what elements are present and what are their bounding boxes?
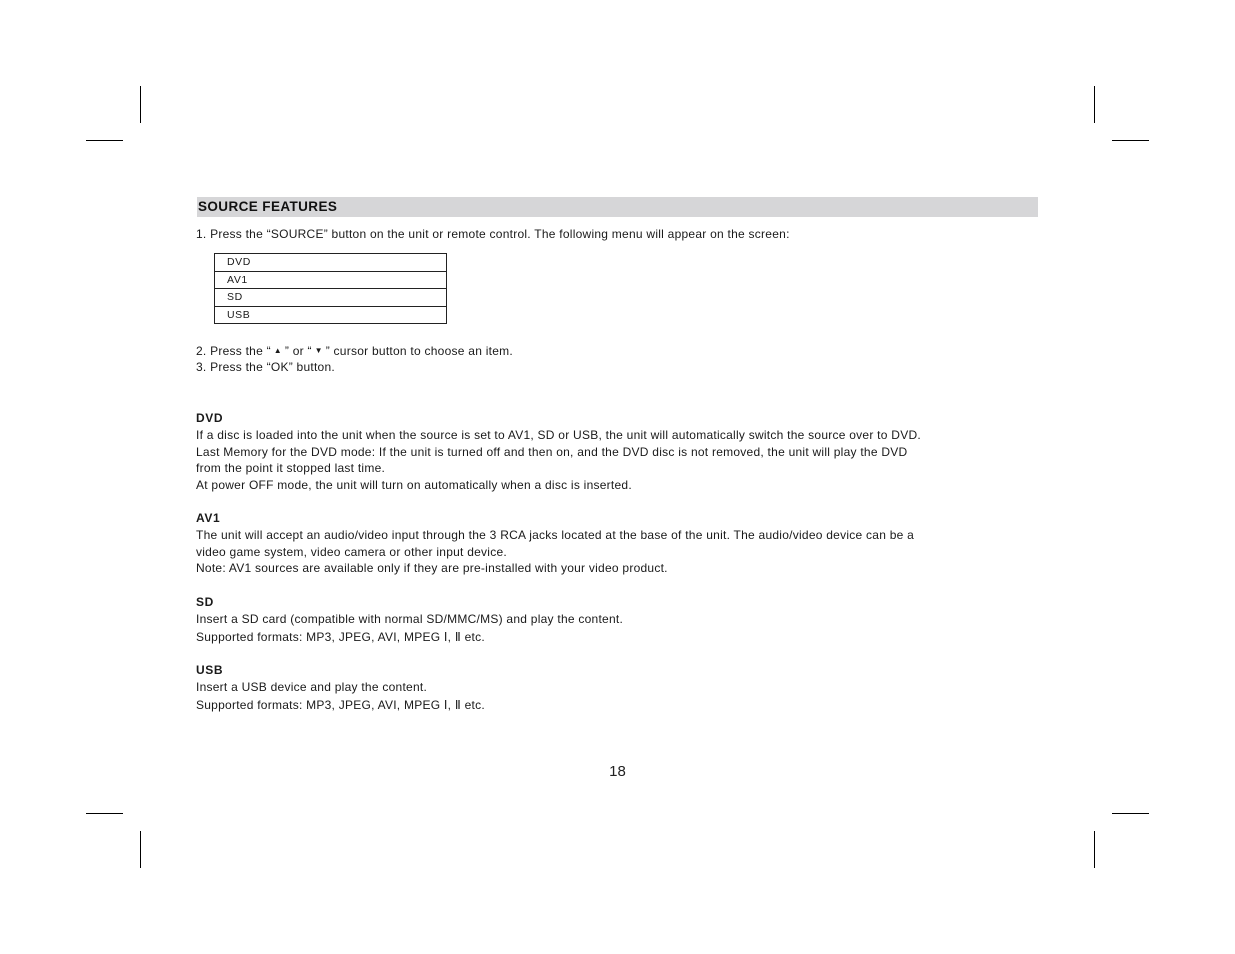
- dvd-section: [196, 410, 921, 494]
- dvd-title: DVD: [196, 411, 224, 425]
- av1-line: The unit will accept an audio/video input through the 3 RCA jacks located at the base of the unit. The audio/video device can be a: [196, 527, 915, 542]
- crop-mark: [1094, 86, 1095, 123]
- av1-line: Note: AV1 sources are available only if they are pre-installed with your video product.: [196, 561, 668, 576]
- crop-mark: [1094, 831, 1095, 868]
- step-2: [196, 344, 513, 358]
- menu-item-sd: SD: [215, 289, 446, 307]
- sd-title: SD: [196, 595, 214, 609]
- av1-title: AV1: [196, 511, 221, 525]
- av1-section: [196, 510, 914, 577]
- crop-mark: [140, 86, 141, 123]
- step-3: 3. Press the “OK” button.: [196, 360, 335, 374]
- av1-line: video game system, video camera or other input device.: [196, 544, 507, 559]
- sd-line: Insert a SD card (compatible with normal SD/MMC/MS) and play the content.: [196, 611, 624, 626]
- menu-item-av1: AV1: [215, 272, 446, 290]
- step-2-text-b: ” or “: [284, 344, 312, 358]
- section-header: [197, 197, 1038, 217]
- down-arrow-icon: ▼: [314, 346, 323, 355]
- crop-mark: [1112, 813, 1149, 814]
- sd-line: Supported formats: MP3, JPEG, AVI, MPEG Ⅰ, Ⅱ etc.: [196, 629, 485, 644]
- usb-section: [196, 662, 485, 713]
- step-2-text-c: ” cursor button to choose an item.: [325, 344, 513, 358]
- sd-section: [196, 594, 623, 645]
- source-menu: [214, 253, 447, 324]
- crop-mark: [1112, 140, 1149, 141]
- crop-mark: [140, 831, 141, 868]
- menu-item-dvd: DVD: [215, 254, 446, 272]
- step-1: 1. Press the “SOURCE” button on the unit or remote control. The following menu will appear on the screen:: [196, 227, 790, 241]
- crop-mark: [86, 140, 123, 141]
- usb-line: Insert a USB device and play the content.: [196, 679, 428, 694]
- dvd-line: Last Memory for the DVD mode: If the unit is turned off and then on, and the DVD disc is not removed, the unit will play the DVD: [196, 444, 908, 459]
- step-2-text-a: 2. Press the “: [196, 344, 271, 358]
- dvd-line: If a disc is loaded into the unit when the source is set to AV1, SD or USB, the unit will automatically switch the source over to DVD.: [196, 427, 921, 442]
- up-arrow-icon: ▲: [273, 346, 282, 355]
- section-title: SOURCE FEATURES: [198, 199, 338, 214]
- crop-mark: [86, 813, 123, 814]
- dvd-line: At power OFF mode, the unit will turn on automatically when a disc is inserted.: [196, 478, 632, 493]
- usb-line: Supported formats: MP3, JPEG, AVI, MPEG Ⅰ, Ⅱ etc.: [196, 697, 485, 712]
- menu-item-usb: USB: [215, 307, 446, 325]
- dvd-line: from the point it stopped last time.: [196, 461, 386, 476]
- page-number: 18: [609, 763, 626, 780]
- usb-title: USB: [196, 663, 224, 677]
